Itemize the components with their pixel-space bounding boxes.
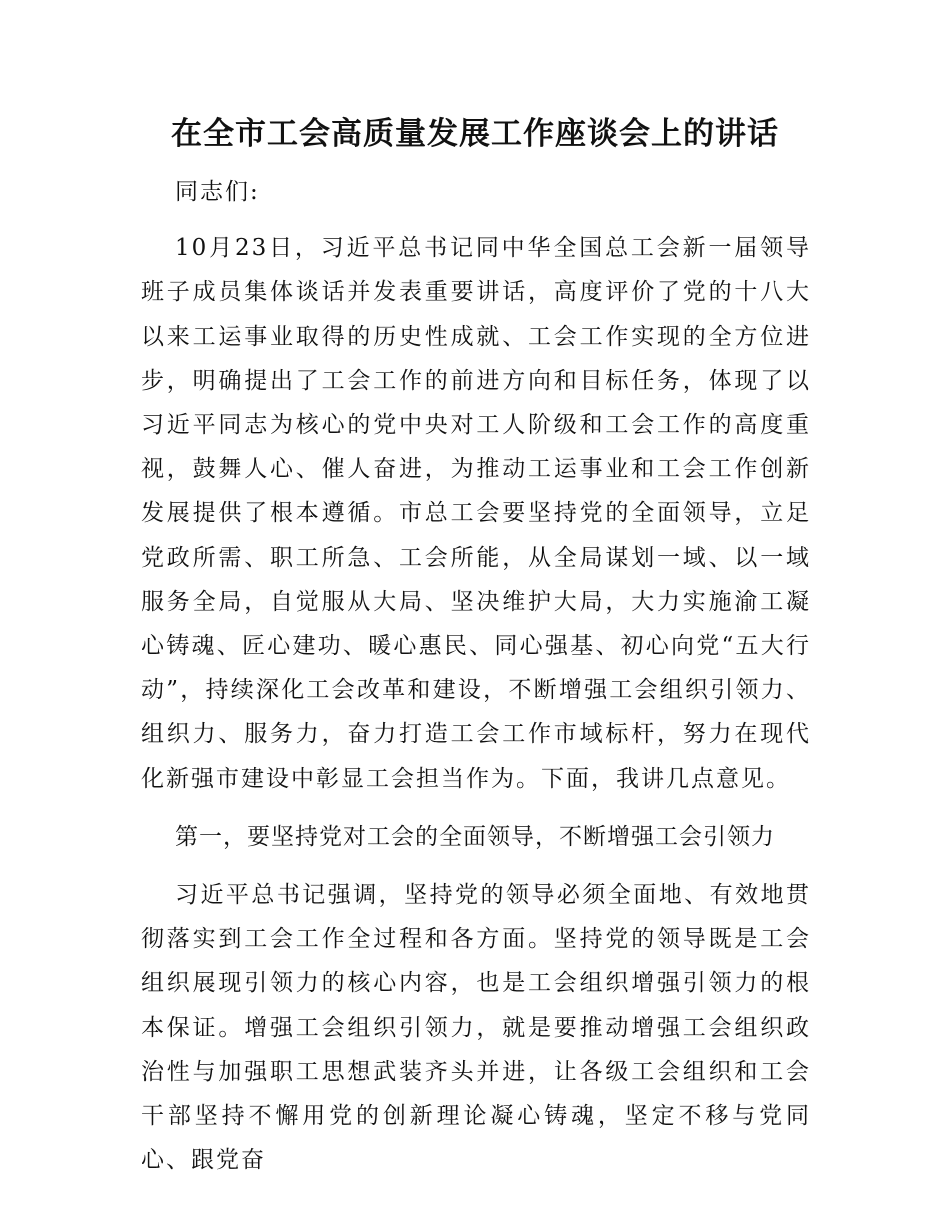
document-body — [141, 170, 811, 1182]
body-paragraph-section-one: 习近平总书记强调，坚持党的领导必须全面地、有效地贯彻落实到工会工作全过程和各方面。坚持党的领导既是工会组织展现引领力的核心内容，也是工会组织增强引领力的根本保证。增强工会组织引领力，就是要推动增强工会组织政治性与加强职工思想武装齐头并进，让各级工会组织和工会干部坚持不懈用党的创新理论凝心铸魂，坚定不移与党同心、跟党奋 — [141, 882, 811, 1174]
document-title: 在全市工会高质量发展工作座谈会上的讲话 — [171, 116, 779, 152]
body-paragraph-intro: 10月23日，习近平总书记同中华全国总工会新一届领导班子成员集体谈话并发表重要讲话，高度评价了党的十八大以来工运事业取得的历史性成就、工会工作实现的全方位进步，明确提出了工会工作的前进方向和目标任务，体现了以习近平同志为核心的党中央对工人阶级和工会工作的高度重视，鼓舞人心、催人奋进，为推动工运事业和工会工作创新发展提供了根本遵循。市总工会要坚持党的全面领导，立足党政所需、职工所急、工会所能，从全局谋划一域、以一域服务全局，自觉服从大局、坚决维护大局，大力实施渝工凝心铸魂、匠心建功、暖心惠民、同心强基、初心向党“五大行动”，持续深化工会改革和建设，不断增强工会组织引领力、组织力、服务力，奋力打造工会工作市域标杆，努力在现代化新强市建设中彰显工会担当作为。下面，我讲几点意见。 — [141, 235, 811, 792]
section-heading-first: 第一，要坚持党对工会的全面领导，不断增强工会引领力 — [175, 823, 775, 850]
salutation: 同志们: — [175, 179, 260, 205]
